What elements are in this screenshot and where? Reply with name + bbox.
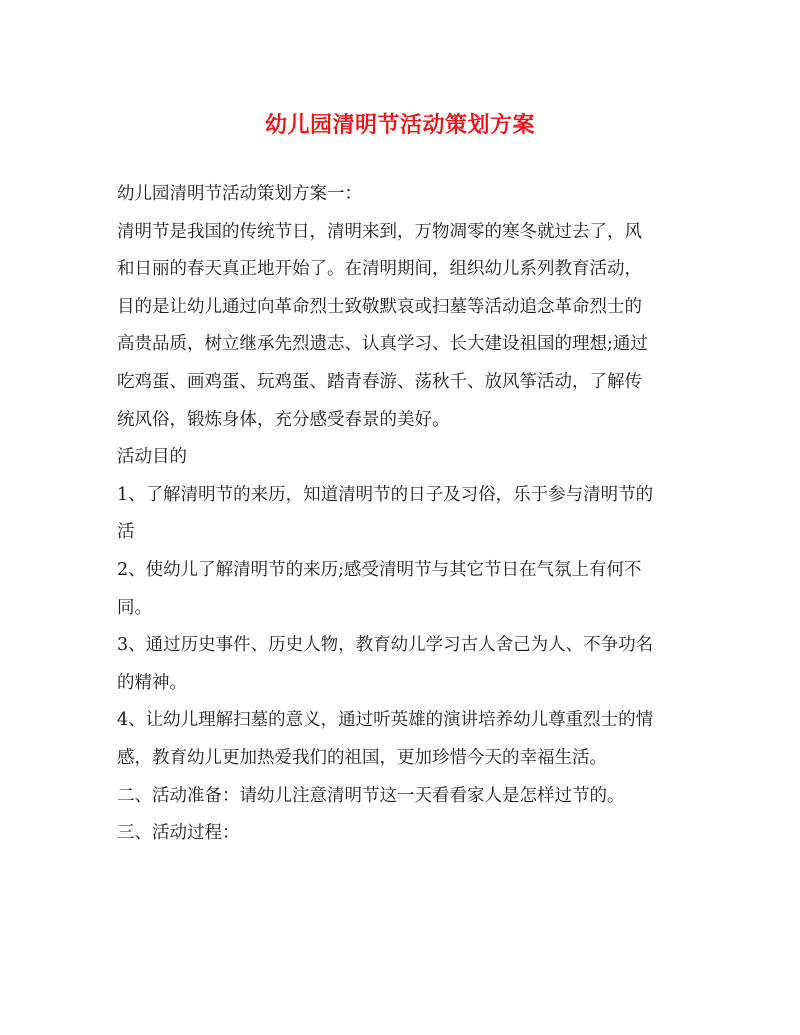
paragraph-line: 吃鸡蛋、画鸡蛋、玩鸡蛋、踏青春游、荡秋千、放风筝活动，了解传 [117,371,642,392]
list-item-line: 4、让幼儿理解扫墓的意义，通过听英雄的演讲培养幼儿尊重烈士的情 [117,710,654,731]
section-heading: 二、活动准备：请幼儿注意清明节这一天看看家人是怎样过节的。 [117,785,625,806]
paragraph-line: 统风俗，锻炼身体，充分感受春景的美好。 [117,409,450,430]
list-item-line: 3、通过历史事件、历史人物，教育幼儿学习古人舍己为人、不争功名 [117,635,654,656]
paragraph-line: 清明节是我国的传统节日，清明来到，万物凋零的寒冬就过去了，风 [117,221,642,242]
list-item-line: 活 [117,522,135,543]
section-heading: 三、活动过程： [117,823,240,844]
paragraph-line: 目的是让幼儿通过向革命烈士致敬默哀或扫墓等活动追念革命烈士的 [117,296,642,317]
list-item-line: 的精神。 [117,672,187,693]
document-body [117,176,687,853]
paragraph-line: 高贵品质，树立继承先烈遗志、认真学习、长大建设祖国的理想;通过 [117,334,648,355]
paragraph-line: 和日丽的春天真正地开始了。在清明期间，组织幼儿系列教育活动， [117,259,642,280]
list-item-line: 感，教育幼儿更加热爱我们的祖国，更加珍惜今天的幸福生活。 [117,747,607,768]
document-title: 幼儿园清明节活动策划方案 [264,112,535,138]
subtitle-line: 幼儿园清明节活动策划方案一： [117,184,362,204]
list-item-line: 1、了解清明节的来历，知道清明节的日子及习俗，乐于参与清明节的 [117,484,654,505]
list-item-line: 同。 [117,597,152,618]
section-heading: 活动目的 [117,447,187,468]
list-item-line: 2、使幼儿了解清明节的来历;感受清明节与其它节日在气氛上有何不 [117,559,642,580]
